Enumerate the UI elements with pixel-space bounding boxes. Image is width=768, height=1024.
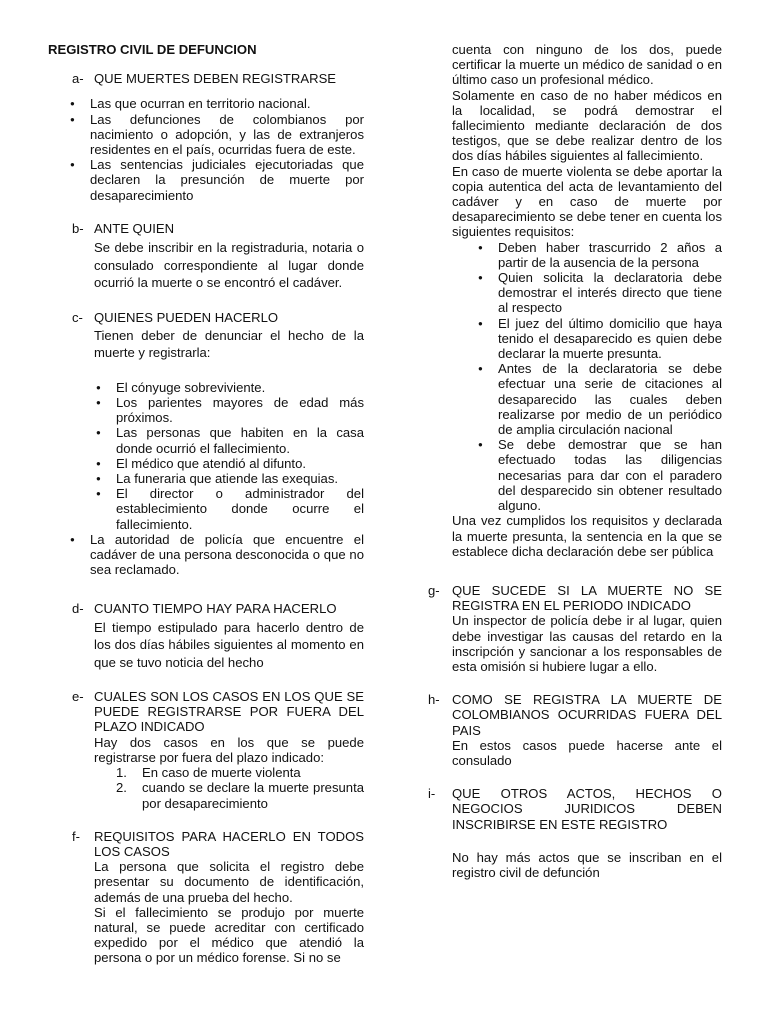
section-heading: QUE SUCEDE SI LA MUERTE NO SE REGISTRA EN EL PERIODO INDICADO <box>452 582 722 614</box>
list-item: ● El cónyuge sobreviviente. <box>92 380 364 395</box>
section-letter: a- <box>72 71 84 87</box>
section-text: La persona que solicita el registro debe presentar su documento de identificación, además de una prueba del hecho. <box>94 859 364 905</box>
section-b <box>48 221 364 292</box>
section-body <box>94 689 364 811</box>
section-body <box>94 829 364 966</box>
section-f <box>48 829 364 966</box>
section-text: Hay dos casos en los que se puede registrarse por fuera del plazo indicado: <box>94 734 364 765</box>
section-e <box>48 689 364 811</box>
section-heading: CUALES SON LOS CASOS EN LOS QUE SE PUEDE REGISTRARSE POR FUERA DEL PLAZO INDICADO <box>94 689 364 735</box>
section-text: Una vez cumplidos los requisitos y declarada la muerte presunta, la sentencia en la que se establece dicha declaración debe ser pública <box>452 513 722 559</box>
section-letter: h- <box>428 692 440 708</box>
section-heading: REQUISITOS PARA HACERLO EN TODOS LOS CASOS <box>94 828 364 859</box>
list-item: ● Las sentencias judiciales ejecutoriadas que declaren la presunción de muerte por desaparecimiento <box>66 157 364 203</box>
list-item: ● Quien solicita la declaratoria debe demostrar el interés directo que tiene al respecto <box>474 270 722 316</box>
list-item: ● La autoridad de policía que encuentre el cadáver de una persona desconocida o que no sea reclamado. <box>66 532 364 578</box>
continuation-block <box>452 42 722 559</box>
list-item: ● Antes de la declaratoria se debe efectuar una serie de citaciones al desaparecido las cuales deben realizarse por medio de un periódico de amplia circulación nacional <box>474 361 722 437</box>
section-text: En estos casos puede hacerse ante el consulado <box>452 737 722 768</box>
section-i <box>428 786 722 880</box>
list-item: ● Los parientes mayores de edad más próximos. <box>92 395 364 425</box>
list-item: ● La funeraria que atiende las exequias. <box>92 471 364 486</box>
section-heading: QUE OTROS ACTOS, HECHOS O NEGOCIOS JURIDICOS DEBEN INSCRIBIRSE EN ESTE REGISTRO <box>452 786 722 832</box>
right-column <box>428 42 722 880</box>
section-body <box>94 601 364 671</box>
section-body <box>94 310 364 532</box>
section-letter: c- <box>72 309 83 325</box>
section-text: El tiempo estipulado para hacerlo dentro de los dos días hábiles siguientes al momento en que se tuvo noticia del hecho <box>94 619 364 670</box>
list-item: ● Deben haber trascurrido 2 años a partir de la ausencia de la persona <box>474 240 722 270</box>
list-item: 1. En caso de muerte violenta <box>116 765 301 781</box>
section-text: En caso de muerte violenta se debe aportar la copia autentica del acta de levantamiento del cadáver y en caso de muerte por desaparecimiento se debe tener en cuenta los siguientes requisitos: <box>452 163 722 240</box>
bullet-list <box>66 96 364 202</box>
section-heading: CUANTO TIEMPO HAY PARA HACERLO <box>94 601 337 617</box>
section-letter: d- <box>72 601 84 617</box>
section-c <box>48 310 364 532</box>
list-item: ● El director o administrador del establecimiento donde ocurre el fallecimiento. <box>92 486 364 532</box>
section-g <box>428 583 722 674</box>
bullet-list <box>474 240 722 514</box>
numbered-list <box>94 765 364 811</box>
list-item: 2. cuando se declare la muerte presunta por desaparecimiento <box>116 780 364 811</box>
section-text: Se debe inscribir en la registraduria, notaria o consulado correspondiente al lugar donde ocurrió la muerte o se encontró el cadáver. <box>94 240 364 291</box>
section-heading: COMO SE REGISTRA LA MUERTE DE COLOMBIANOS OCURRIDAS FUERA DEL PAIS <box>452 692 722 738</box>
section-text: Si el fallecimiento se produjo por muerte natural, se puede acreditar con certificado expedido por el médico que atendió la persona o por un médico forense. Si no se <box>94 904 364 966</box>
left-column <box>48 42 364 966</box>
section-letter: f- <box>72 828 80 844</box>
section-a <box>48 71 364 86</box>
list-item: ● Las defunciones de colombianos por nacimiento o adopción, y las de extranjeros residentes en el país, ocurridas fuera de este. <box>66 112 364 158</box>
section-body <box>94 221 364 292</box>
section-body <box>452 786 722 880</box>
section-heading: QUE MUERTES DEBEN REGISTRARSE <box>94 71 337 87</box>
section-h <box>428 692 722 768</box>
section-text: cuenta con ninguno de los dos, puede certificar la muerte un médico de sanidad o en último caso un profesional médico. <box>452 42 722 88</box>
section-body <box>452 692 722 768</box>
section-body <box>452 583 722 674</box>
section-intro: Tienen deber de denunciar el hecho de la muerte y registrarla: <box>94 327 364 361</box>
section-letter: e- <box>72 689 84 705</box>
list-item: ● El médico que atendió al difunto. <box>92 456 364 471</box>
bullet-list <box>66 532 364 578</box>
document-title: REGISTRO CIVIL DE DEFUNCION <box>48 42 257 57</box>
list-item: ● Se debe demostrar que se han efectuado todas las diligencias necesarias para dar con el paradero del desparecido sin obtener resultado alguno. <box>474 437 722 513</box>
section-letter: g- <box>428 582 440 598</box>
list-item: ● Las personas que habiten en la casa donde ocurrió el fallecimiento. <box>92 425 364 455</box>
section-text: Un inspector de policía debe ir al lugar, quien debe investigar las causas del retardo en la inscripción y sancionar a los responsables de esta omisión si hubiere lugar a ello. <box>452 613 722 674</box>
section-heading: QUIENES PUEDEN HACERLO <box>94 309 279 325</box>
section-d <box>48 601 364 671</box>
section-heading: ANTE QUIEN <box>94 220 175 236</box>
section-letter: b- <box>72 220 84 236</box>
section-body <box>94 71 364 86</box>
bullet-list <box>92 380 364 532</box>
list-item: ● Las que ocurran en territorio nacional. <box>66 96 364 111</box>
section-text: Solamente en caso de no haber médicos en la localidad, se podrá demostrar el fallecimiento mediante declaración de dos testigos, que se debe realizar dentro de los dos días hábiles siguientes al fallecimiento. <box>452 87 722 164</box>
section-text: No hay más actos que se inscriban en el registro civil de defunción <box>452 849 722 880</box>
list-item: ● El juez del último domicilio que haya tenido el desaparecido es quien debe declarar la muerte presunta. <box>474 316 722 362</box>
section-letter: i- <box>428 786 436 802</box>
